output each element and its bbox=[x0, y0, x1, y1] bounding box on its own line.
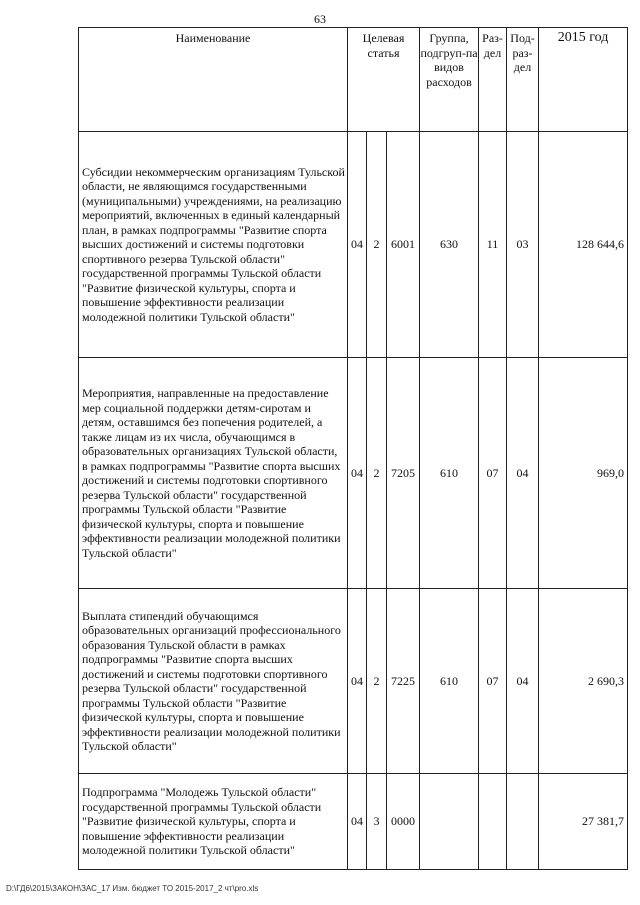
row-code1: 04 bbox=[348, 132, 367, 358]
row-code3: 0000 bbox=[387, 774, 420, 870]
row-amount: 2 690,3 bbox=[539, 589, 628, 774]
row-group bbox=[420, 774, 479, 870]
file-path-footer: D:\ГД6\2015\ЗАКОН\ЗАС_17 Изм. бюджет ТО 2015-2017_2 чт\pro.xls bbox=[6, 884, 259, 893]
row-group: 610 bbox=[420, 589, 479, 774]
row-code1: 04 bbox=[348, 774, 367, 870]
row-subsection: 03 bbox=[507, 132, 539, 358]
row-subsection: 04 bbox=[507, 589, 539, 774]
row-amount: 128 644,6 bbox=[539, 132, 628, 358]
row-section: 07 bbox=[479, 589, 507, 774]
table-row bbox=[79, 774, 628, 870]
row-amount: 969,0 bbox=[539, 358, 628, 589]
budget-table bbox=[78, 27, 628, 870]
row-code3: 6001 bbox=[387, 132, 420, 358]
header-subsection: Под-раз-дел bbox=[507, 28, 539, 132]
row-name: Мероприятия, направленные на предоставление мер социальной поддержки детям-сиротам и детям, оставшимся без попечения родителей, а также лицам из их числа, обучающимся в образовательных организациях Тульской области, в рамках подпрограммы "Развитие спорта высших достижений и системы подготовки спортивного резерва Тульской области" государственной программы Тульской области "Развитие физической культуры, спорта и повышение эффективности реализации молодежной политики Тульской области" bbox=[79, 358, 348, 589]
header-expense-group: Группа, подгруп-па видов расходов bbox=[420, 28, 479, 132]
row-code2: 2 bbox=[367, 358, 387, 589]
table-row bbox=[79, 132, 628, 358]
row-subsection bbox=[507, 774, 539, 870]
table-header-row bbox=[79, 28, 628, 132]
table-row bbox=[79, 589, 628, 774]
row-amount: 27 381,7 bbox=[539, 774, 628, 870]
row-code2: 2 bbox=[367, 589, 387, 774]
table-row bbox=[79, 358, 628, 589]
row-subsection: 04 bbox=[507, 358, 539, 589]
row-code2: 2 bbox=[367, 132, 387, 358]
header-name: Наименование bbox=[79, 28, 348, 132]
row-code3: 7225 bbox=[387, 589, 420, 774]
row-group: 610 bbox=[420, 358, 479, 589]
page-number: 63 bbox=[314, 12, 326, 26]
row-code2: 3 bbox=[367, 774, 387, 870]
row-group: 630 bbox=[420, 132, 479, 358]
row-code1: 04 bbox=[348, 589, 367, 774]
header-year: 2015 год bbox=[539, 28, 628, 132]
row-code3: 7205 bbox=[387, 358, 420, 589]
header-target-article: Целевая статья bbox=[348, 28, 420, 132]
row-code1: 04 bbox=[348, 358, 367, 589]
row-section: 11 bbox=[479, 132, 507, 358]
row-name: Подпрограмма "Молодежь Тульской области" государственной программы Тульской области "Развитие физической культуры, спорта и повышение эффективности реализации молодежной политики Тульской области" bbox=[79, 774, 348, 870]
row-name: Субсидии некоммерческим организациям Тульской области, не являющимся государственными (муниципальными) учреждениями, на реализацию мероприятий, включенных в единый календарный план, в рамках подпрограммы "Развитие спорта высших достижений и системы подготовки спортивного резерва Тульской области" государственной программы Тульской области "Развитие физической культуры, спорта и повышение эффективности реализации молодежной политики Тульской области" bbox=[79, 132, 348, 358]
header-section: Раз-дел bbox=[479, 28, 507, 132]
row-section: 07 bbox=[479, 358, 507, 589]
row-name: Выплата стипендий обучающимся образовательных организаций профессионального образования Тульской области в рамках подпрограммы "Развитие спорта высших достижений и системы подготовки спортивного резерва Тульской области" государственной программы Тульской области "Развитие физической культуры, спорта и повышение эффективности реализации молодежной политики Тульской области" bbox=[79, 589, 348, 774]
row-section bbox=[479, 774, 507, 870]
